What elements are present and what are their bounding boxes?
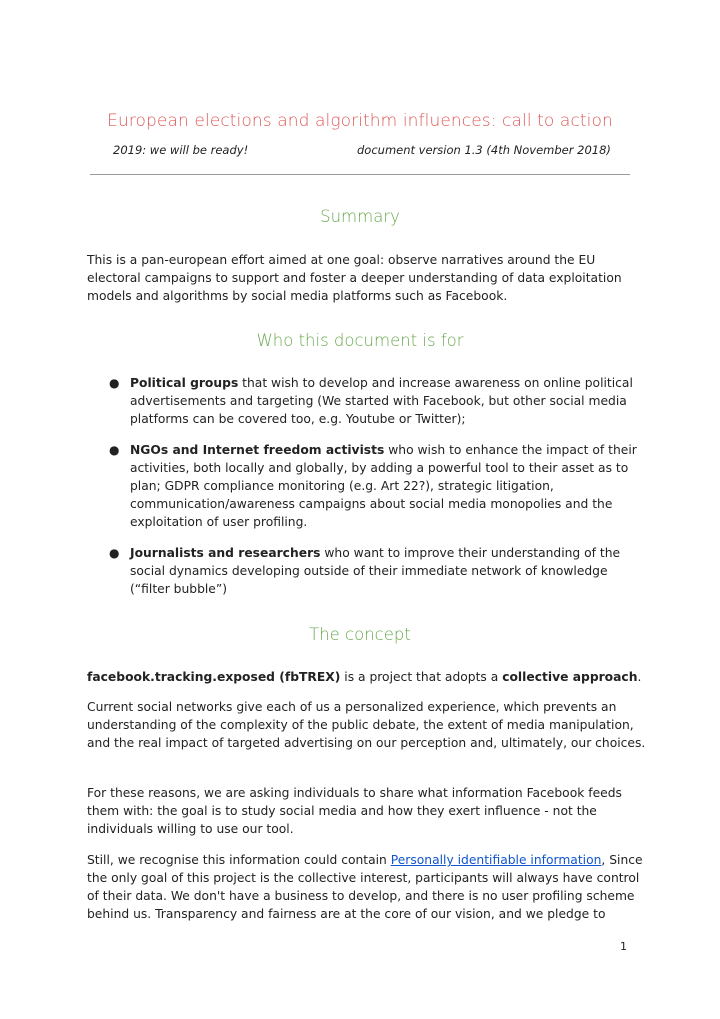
bullet-text: that wish to develop and increase awareness on online political advertisements and targeting (We started with Facebook, but other social media platforms can be covered too, e.g. Youtube or Twitter); [130, 376, 633, 426]
concept-paragraph-1 [87, 668, 647, 686]
summary-heading: Summary [320, 207, 400, 226]
concept-paragraph-3: For these reasons, we are asking individuals to share what information Facebook feeds them with: the goal is to study social media and how they exert influence - not the individuals willing to use our tool. [87, 786, 622, 836]
bullet-dot: ● [109, 376, 120, 390]
bullet-item-political-groups [109, 374, 640, 428]
concept-heading: The concept [309, 625, 411, 644]
bullet-dot: ● [109, 546, 120, 560]
p4-start: Still, we recognise this information could contain [87, 853, 391, 867]
page-number: 1 [620, 940, 627, 953]
bullet-dot: ● [109, 443, 120, 457]
concept-text: is a project that adopts a [340, 670, 503, 684]
audience-heading: Who this document is for [256, 331, 464, 350]
p4-end: , Since the only goal of this project is the collective interest, participants will always have control of their data. We don't have a business to develop, and there is no user profiling scheme behind us. Transparency and fairness are at the core of our vision, and we pledge to [87, 853, 643, 921]
horizontal-rule [90, 174, 630, 175]
project-name: facebook.tracking.exposed (fbTREX) [87, 670, 341, 684]
concept-paragraph-2: Current social networks give each of us a personalized experience, which prevents an understanding of the complexity of the public debate, the extent of media manipulation, and the real impact of targeted advertising on our perception and, ultimately, our choices. [87, 700, 646, 750]
collective-approach: collective approach [502, 670, 638, 684]
bullet-bold: Political groups [130, 376, 239, 390]
bullet-text: who wish to enhance the impact of their activities, both locally and globally, by adding a powerful tool to their asset as to plan; GDPR compliance monitoring (e.g. Art 22?), strategic litigation, communication/awareness campaigns about social media monopolies and the exploitation of user profiling. [130, 443, 637, 529]
bullet-bold: Journalists and researchers [130, 546, 321, 560]
bullet-item-journalists [109, 544, 640, 598]
subtitle-left: 2019: we will be ready! [113, 143, 249, 157]
concept-text-end: . [637, 670, 642, 684]
concept-paragraph-4 [87, 851, 647, 923]
document-title: European elections and algorithm influences: call to action [107, 111, 613, 131]
subtitle-right: document version 1.3 (4th November 2018) [357, 143, 611, 157]
bullet-text: who want to improve their understanding of the social dynamics developing outside of their immediate network of knowledge (“filter bubble”) [130, 546, 621, 596]
pii-link[interactable]: Personally identifiable information [390, 853, 602, 867]
bullet-item-ngos [109, 441, 640, 531]
bullet-bold: NGOs and Internet freedom activists [130, 443, 385, 457]
summary-paragraph: This is a pan-european effort aimed at one goal: observe narratives around the EU electoral campaigns to support and foster a deeper understanding of data exploitation models and algorithms by social media platforms such as Facebook. [87, 253, 622, 303]
